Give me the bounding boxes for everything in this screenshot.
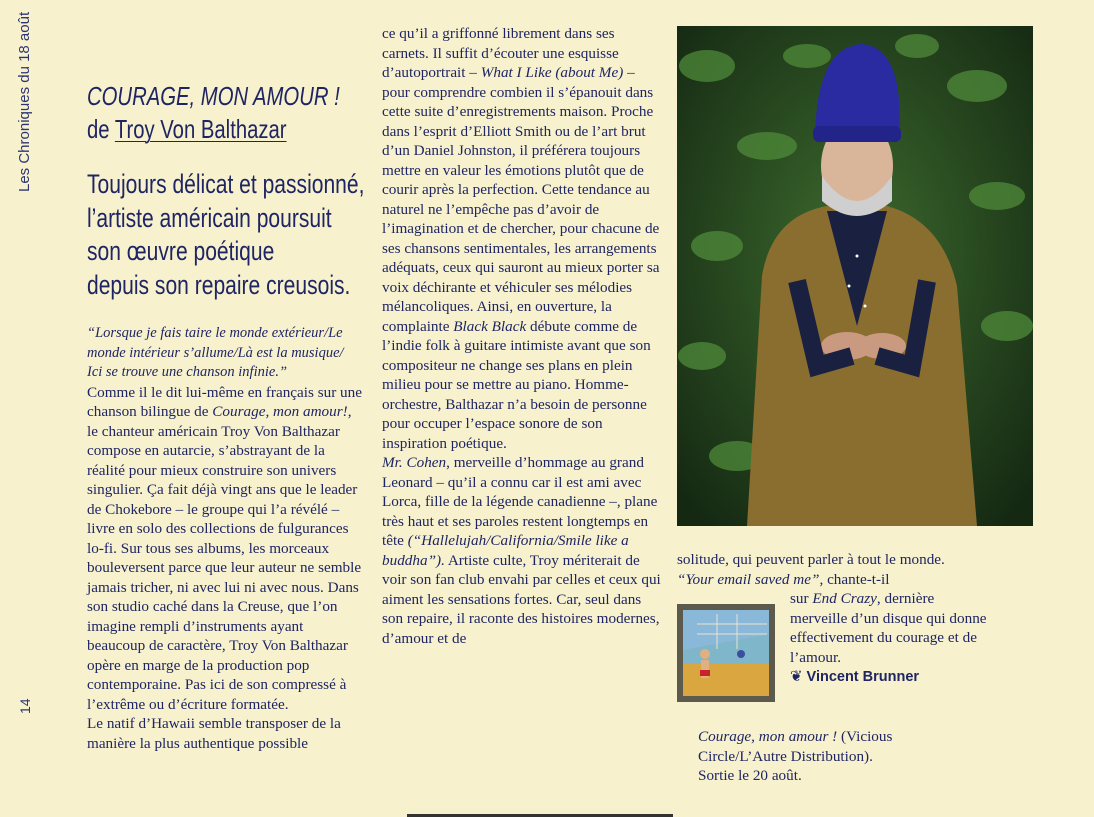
artist-link[interactable]: Troy Von Balthazar (114, 114, 287, 144)
page-number: 14 (17, 698, 33, 714)
artist-line: de Troy Von Balthazar (87, 114, 287, 144)
album-cover-image (677, 604, 775, 702)
article-column-3 (677, 550, 967, 589)
body-paragraph-4: solitude, qui peuvent parler à tout le monde. “Your email saved me”, chante-t-il (677, 551, 945, 588)
author-signature: ❦ Vincent Brunner (790, 668, 920, 685)
author-icon: ❦ (790, 668, 807, 685)
article-column-3-continued (790, 589, 990, 688)
body-paragraph-1: Comme il le dit lui-même en français sur une chanson bilingue de Courage, mon amour!, le chanteur américain Troy Von Balthazar compose en autarcie, s’abstrayant de la réalité pour mieux construire son univers singulier. Ça fait déjà vingt ans que le leader de Chokebore – le groupe qui l’a révélé – livre en solo des collections de fulgurances lo-fi. Sur tous ses albums, les morceaux bouleversent parce que leur auteur ne semble jamais tricher, ni avec lui ni avec nous. Dans son studio caché dans la Creuse, que l’on imagine rempli d’instruments ayant beaucoup de caractère, Troy Von Balthazar opère en marge de la production pop contemporaine. Pas ici de son compressé à l’extrême ou d’écriture formatée. (87, 383, 362, 713)
lead-paragraph: Toujours délicat et passionné, l’artiste américain poursuit son œuvre poétique depuis son repaire creusois. (87, 169, 365, 300)
opening-quote: “Lorsque je fais taire le monde extérieur/Le monde intérieur s’allume/Là est la musique/ Ici se trouve une chanson infinie.” (87, 325, 344, 380)
body-paragraph-3: ce qu’il a griffonné librement dans ses carnets. Il suffit d’écouter une esquisse d’autoportrait – What I Like (about Me) – pour comprendre combien il s’épanouit dans cette suite d’enregistrements maison. Proche dans l’esprit d’Elliott Smith ou de l’art brut d’un Daniel Johnston, il préférera toujours mettre en valeur les émotions plutôt que de courir après la perfection. Cette tendance au naturel ne l’empêche pas d’avoir de l’imagination et de chercher, pour chacune de ses chansons sentimentales, les arrangements adéquats, ceux qui sauront au mieux porter sa voix déchirante et véhiculer ses mélodies mélancoliques. Ainsi, en ouverture, la complainte Black Black débute comme de l’indie folk à guitare intimiste avant que son compositeur ne change ses plans en plein milieu pour se mettre au piano. Homme-orchestre, Balthazar n’a besoin de personne pour occuper l’espace sonore de son inspiration poétique. Mr. Cohen, merveille d’hommage au grand Leonard – qu’il a connu car il est ami avec Lorca, fille de la légende canadienne –, plane très haut et ses paroles restent longtemps en tête (“Hallelujah/California/Smile like a buddha”). Artiste culte, Troy mériterait de voir son fan club envahi par celles et ceux qui aiment les sensations fortes. Car, seul dans son repaire, il raconte des histoires modernes, d’amour et de (382, 25, 661, 647)
body-paragraph-2: Le natif d’Hawaii semble transposer de la manière la plus authentique possible (87, 715, 341, 752)
article-column-2 (382, 24, 662, 648)
album-title: COURAGE, MON AMOUR ! (87, 81, 340, 111)
body-paragraph-5: sur End Crazy, dernière merveille d’un disque qui donne effectivement du courage et de l’amour. (790, 590, 987, 666)
release-info: Courage, mon amour ! (Vicious Circle/L’Autre Distribution). Sortie le 20 août. (698, 728, 893, 784)
magazine-section-label: Les Chroniques du 18 août (16, 11, 33, 192)
article-column-1 (87, 80, 365, 753)
artist-photo (677, 26, 1033, 526)
